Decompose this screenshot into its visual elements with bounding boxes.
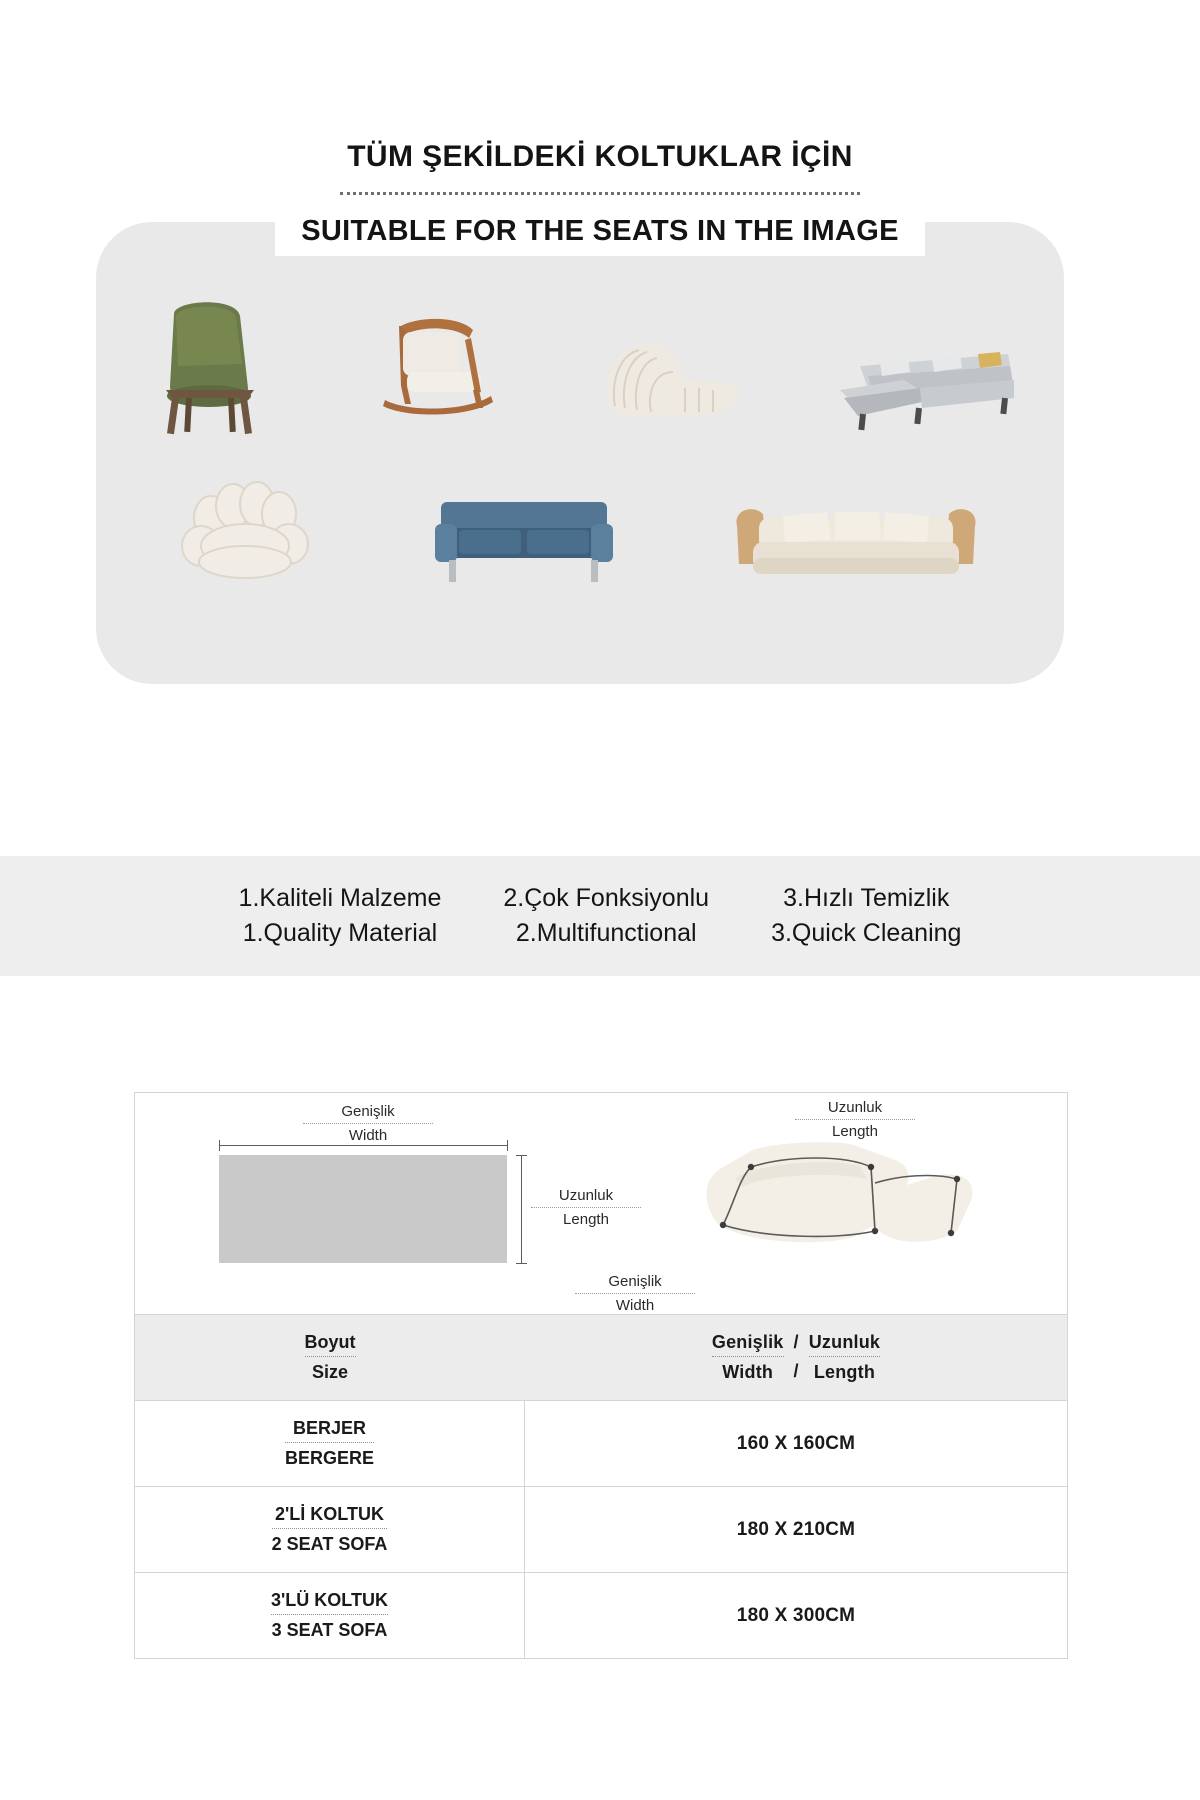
green-armchair-icon bbox=[136, 292, 276, 442]
table-header-width-tr: Genişlik bbox=[711, 1332, 784, 1352]
diagram-label-length-left bbox=[531, 1185, 641, 1231]
size-name-stack bbox=[285, 1415, 374, 1472]
furniture-panel bbox=[96, 222, 1064, 684]
diagram-label-length-sofa bbox=[795, 1097, 915, 1143]
features-band bbox=[0, 856, 1200, 976]
furniture-beige-sofa bbox=[731, 484, 981, 594]
size-name-en: 2 SEAT SOFA bbox=[272, 1528, 388, 1558]
table-cell-size-name bbox=[135, 1487, 525, 1572]
rocking-chair-icon bbox=[355, 312, 505, 442]
feature-label-en: 2.Multifunctional bbox=[515, 919, 697, 947]
gray-sectional-icon bbox=[824, 332, 1024, 442]
size-name-en: BERGERE bbox=[285, 1442, 374, 1472]
furniture-boucle-armchair bbox=[171, 474, 321, 594]
furniture-green-armchair bbox=[136, 292, 276, 442]
size-name-tr: 2'Lİ KOLTUK bbox=[275, 1504, 384, 1524]
size-name-tr: 3'LÜ KOLTUK bbox=[271, 1590, 388, 1610]
beige-sofa-icon bbox=[731, 484, 981, 594]
table-header-length-stack bbox=[809, 1329, 880, 1386]
diagram-width-en: Width bbox=[303, 1123, 433, 1147]
diagram-label-width-sofa bbox=[575, 1271, 695, 1317]
diagram-length-cap-bottom bbox=[516, 1263, 527, 1264]
table-cell-dimensions: 160 X 160CM bbox=[736, 1432, 856, 1454]
furniture-row-2 bbox=[116, 454, 1036, 594]
table-header-length-tr: Uzunluk bbox=[808, 1332, 881, 1352]
headline-block bbox=[0, 140, 1200, 256]
cream-lounger-icon bbox=[585, 332, 745, 442]
furniture-row-1 bbox=[96, 282, 1064, 442]
boucle-armchair-icon bbox=[171, 474, 321, 594]
furniture-cream-lounger bbox=[585, 332, 745, 442]
table-row bbox=[135, 1401, 1067, 1487]
table-header-slash-bottom: / bbox=[793, 1361, 799, 1381]
size-name-stack bbox=[271, 1587, 388, 1644]
table-cell-dimensions: 180 X 300CM bbox=[736, 1604, 856, 1626]
table-cell-size-name bbox=[135, 1573, 525, 1658]
table-row bbox=[135, 1573, 1067, 1658]
diagram-width-cap-left bbox=[219, 1140, 220, 1151]
table-header-size-stack bbox=[305, 1329, 356, 1386]
table-header-width-stack bbox=[712, 1329, 784, 1386]
size-name-tr: BERJER bbox=[292, 1418, 366, 1438]
size-name-en: 3 SEAT SOFA bbox=[271, 1614, 388, 1644]
table-row bbox=[135, 1487, 1067, 1573]
diagram-sofa-length-tr: Uzunluk bbox=[827, 1099, 883, 1116]
diagram-throw-rectangle bbox=[219, 1155, 507, 1263]
table-header-size-tr: Boyut bbox=[304, 1332, 356, 1352]
diagram-sofa-width-tr: Genişlik bbox=[608, 1273, 662, 1290]
diagram-length-tr: Uzunluk bbox=[558, 1187, 614, 1204]
feature-label-tr: 2.Çok Fonksiyonlu bbox=[503, 883, 710, 912]
table-cell-dimensions: 180 X 210CM bbox=[736, 1518, 856, 1540]
furniture-gray-sectional bbox=[824, 332, 1024, 442]
table-header-size bbox=[135, 1315, 525, 1400]
headline-english: SUITABLE FOR THE SEATS IN THE IMAGE bbox=[301, 215, 899, 247]
diagram-length-cap-top bbox=[516, 1155, 527, 1156]
table-header-dimensions bbox=[525, 1315, 1067, 1400]
diagram-label-width-left bbox=[303, 1101, 433, 1147]
headline-turkish: TÜM ŞEKİLDEKİ KOLTUKLAR İÇİN bbox=[347, 140, 853, 173]
size-name-stack bbox=[272, 1501, 388, 1558]
furniture-rocking-chair bbox=[355, 312, 505, 442]
table-header-row bbox=[135, 1315, 1067, 1401]
diagram-length-en: Length bbox=[531, 1207, 641, 1231]
headline-divider bbox=[340, 192, 860, 195]
furniture-blue-sofa bbox=[431, 484, 621, 594]
diagram-length-dimline bbox=[521, 1155, 522, 1263]
diagram-width-tr: Genişlik bbox=[341, 1103, 395, 1120]
feature-label-en: 3.Quick Cleaning bbox=[771, 919, 962, 947]
feature-label-tr: 3.Hızlı Temizlik bbox=[783, 883, 950, 912]
headline-english-box bbox=[275, 209, 925, 256]
table-header-size-en: Size bbox=[305, 1356, 356, 1386]
covered-sofa-illustration bbox=[639, 1127, 1019, 1267]
table-header-slash-stack bbox=[794, 1329, 799, 1386]
diagram-width-dimline bbox=[219, 1145, 507, 1146]
size-table bbox=[134, 1092, 1068, 1659]
table-header-dimension-pair bbox=[712, 1329, 880, 1386]
features-list bbox=[0, 881, 1200, 952]
table-header-width-en: Width bbox=[712, 1356, 784, 1386]
blue-sofa-icon bbox=[431, 484, 621, 594]
feature-label-en: 1.Quality Material bbox=[242, 919, 438, 947]
diagram-sofa-length-en: Length bbox=[795, 1119, 915, 1143]
feature-label-tr: 1.Kaliteli Malzeme bbox=[238, 883, 442, 912]
feature-item bbox=[771, 881, 961, 952]
feature-item bbox=[503, 881, 709, 952]
table-header-slash-top: / bbox=[793, 1332, 799, 1352]
table-header-length-en: Length bbox=[809, 1356, 880, 1386]
diagram-width-cap-right bbox=[507, 1140, 508, 1151]
table-cell-size-name bbox=[135, 1401, 525, 1486]
size-diagram bbox=[135, 1093, 1067, 1315]
diagram-sofa-width-en: Width bbox=[575, 1293, 695, 1317]
feature-item bbox=[239, 881, 442, 952]
